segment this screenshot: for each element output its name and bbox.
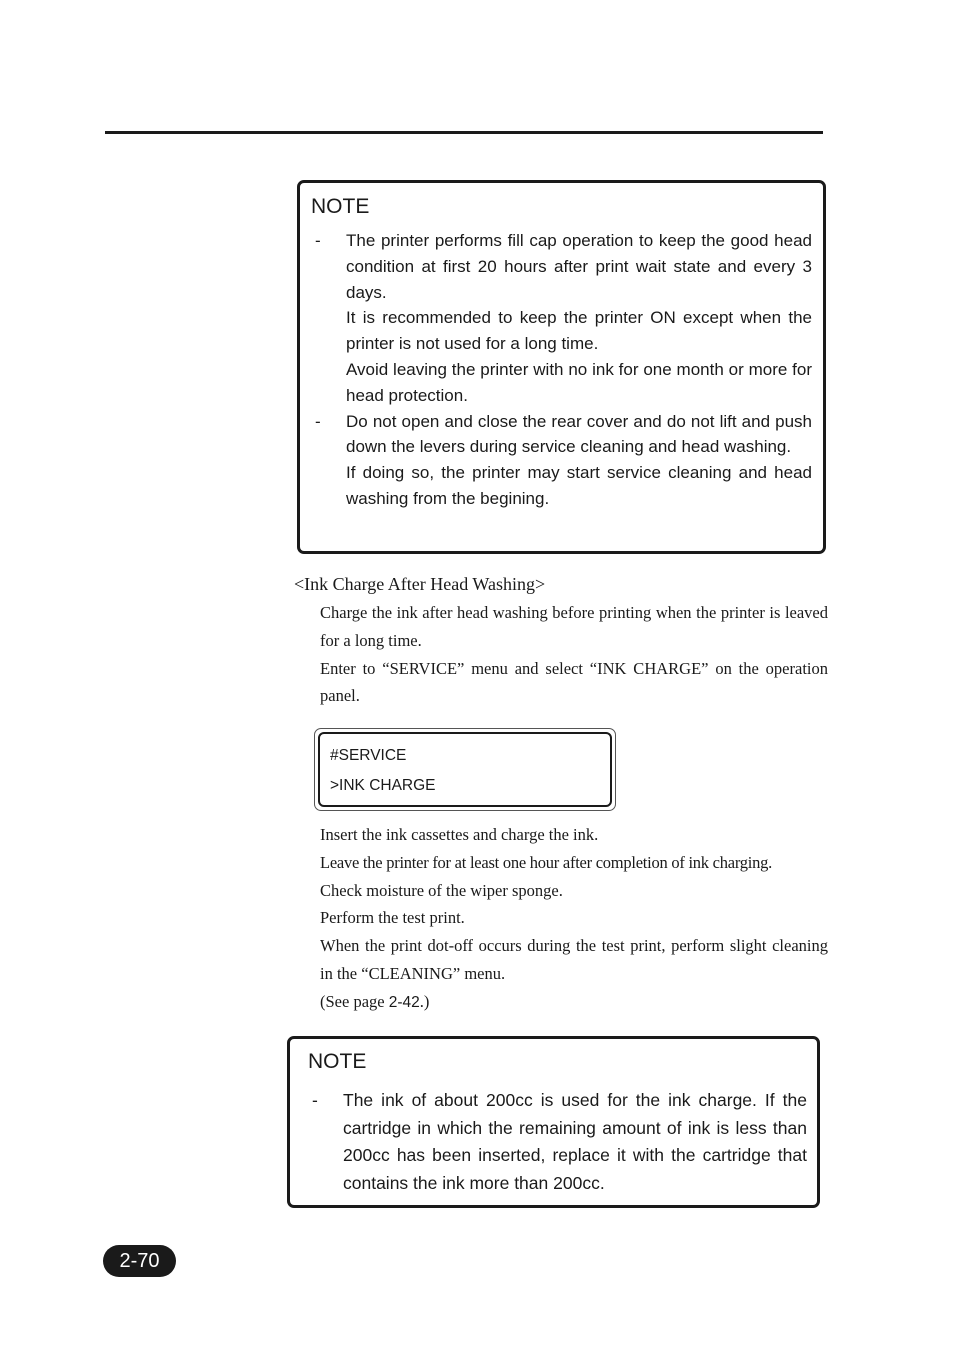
intro-paragraph: Enter to “SERVICE” menu and select “INK CHARGE” on the operation panel.: [320, 658, 828, 706]
page-number-badge: 2-70: [103, 1245, 176, 1277]
step-item: Leave the printer for at least one hour after completion of ink charging.: [320, 852, 772, 872]
step-item: Insert the ink cassettes and charge the ink.: [320, 825, 599, 844]
lcd-line-1: #SERVICE: [330, 747, 407, 764]
note-item: [315, 228, 812, 409]
procedure-steps: [320, 821, 828, 1017]
note-item: [315, 409, 812, 512]
list-dash: -: [315, 411, 321, 431]
page-reference-suffix: .): [419, 991, 430, 1011]
page-reference: [320, 988, 828, 1017]
note-box-2: [287, 1036, 820, 1208]
note-paragraph: Do not open and close the rear cover and do not lift and push down the levers during service cleaning and head washing.: [346, 411, 812, 457]
intro-paragraph: Charge the ink after head washing before printing when the printer is leaved for a long time.: [320, 603, 828, 650]
note-title: NOTE: [308, 1050, 367, 1073]
note-paragraph: Avoid leaving the printer with no ink for one month or more for head protection.: [346, 359, 812, 405]
note-paragraph: It is recommended to keep the printer ON except when the printer is not used for a long time.: [346, 308, 812, 354]
list-dash: -: [315, 231, 321, 250]
note-list: [312, 1087, 807, 1197]
note-list: [315, 228, 812, 512]
header-rule: [105, 131, 823, 134]
note-box-1: [297, 180, 826, 554]
lcd-line-2: >INK CHARGE: [330, 777, 436, 794]
note-paragraph: If doing so, the printer may start service cleaning and head washing from the begining.: [346, 463, 812, 508]
lcd-screen: [318, 732, 612, 807]
section-title: <Ink Charge After Head Washing>: [294, 574, 546, 594]
note-title: NOTE: [311, 195, 370, 218]
note-paragraph: The printer performs fill cap operation to keep the good head condition at first 20 hours after print wait state and every 3 days.: [346, 231, 812, 302]
note-paragraph: The ink of about 200cc is used for the ink charge. If the cartridge in which the remaining amount of ink is less than 200cc has been inserted, replace it with the cartridge that contains the ink more than 200cc.: [343, 1090, 807, 1193]
note-item: [312, 1087, 807, 1197]
page-reference-prefix: (See page: [320, 991, 389, 1011]
page-reference-link[interactable]: 2-42: [388, 993, 420, 1011]
list-dash: -: [312, 1090, 318, 1110]
step-item: Check moisture of the wiper sponge.: [320, 880, 563, 900]
lcd-display: [314, 728, 616, 811]
step-item: When the print dot-off occurs during the test print, perform slight cleaning in the “CLEANING” menu.: [320, 936, 828, 983]
step-item: Perform the test print.: [320, 908, 465, 928]
section-intro: [320, 599, 828, 710]
